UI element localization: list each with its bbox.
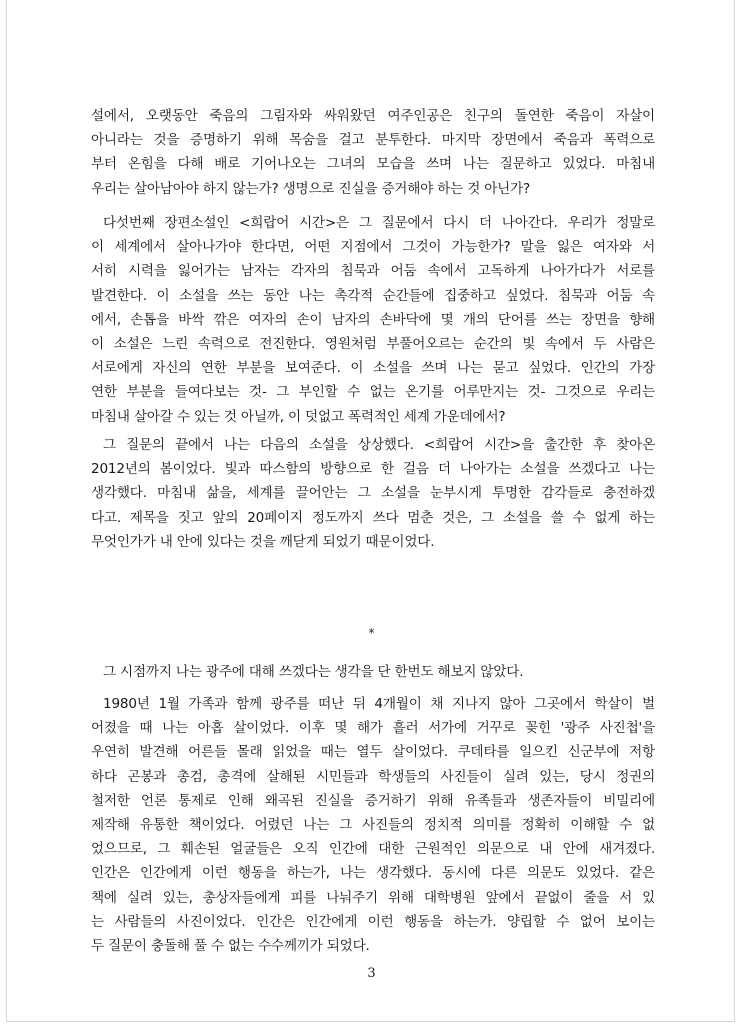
text-line: 어졌을 때 나는 아홉 살이었다. 이후 몇 해가 흘러 서가에 거꾸로 꽂힌 '광주 사진첩'을 xyxy=(91,720,655,737)
text-line: 하다 곤봉과 총검, 총격에 살해된 시민들과 학생들의 사진들이 실려 있는, 당시 정권의 xyxy=(91,768,655,785)
text-line: 다섯번째 장편소설인 <희랍어 시간>은 그 질문에서 다시 더 나아간다. 우리가 정말로 xyxy=(103,215,655,231)
paragraph-4 xyxy=(91,660,655,684)
text-line: 연한 부분을 들여다보는 것- 그 부인할 수 없는 온기를 어루만지는 것- 그것으로 우리는 xyxy=(91,384,655,401)
text-line: 설에서, 오랫동안 죽음의 그림자와 싸워왔던 여주인공은 친구의 돌연한 죽음이 자살이 xyxy=(91,108,655,124)
paragraph-2 xyxy=(91,211,655,429)
text-line: 그 시점까지 나는 광주에 대해 쓰겠다는 생각을 단 한번도 해보지 않았다. xyxy=(103,664,524,680)
text-line: 는 사람들의 사진이었다. 인간은 인간에게 이런 행동을 하는가. 양립할 수 없어 보이는 xyxy=(91,913,655,930)
text-line: 그 질문의 끝에서 나는 다음의 소설을 상상했다. <희랍어 시간>을 출간한 후 찾아온 xyxy=(103,437,655,453)
text-line: 생각했다. 마침내 삶을, 세계를 끌어안는 그 소설을 눈부시게 투명한 감각들로 충전하겠 xyxy=(91,485,655,502)
text-line: 제작해 유통한 책이었다. 어렸던 나는 그 사진들의 정치적 의미를 정확히 이해할 수 없 xyxy=(91,817,655,834)
text-line: 인간은 인간에게 이런 행동을 하는가, 나는 생각했다. 동시에 다른 의문도 있었다. 같은 xyxy=(91,865,655,882)
text-line: 책에 실려 있는, 총상자들에게 피를 나눠주기 위해 대학병원 앞에서 끝없이 줄을 서 있 xyxy=(91,889,655,906)
text-line: 마침내 살아갈 수 있는 것 아닐까, 이 덧없고 폭력적인 세계 가운데에서? xyxy=(91,408,506,425)
text-line: 다고. 제목을 짓고 앞의 20페이지 정도까지 쓰다 멈춘 것은, 그 소설을 쓸 수 없게 하는 xyxy=(91,509,655,526)
paragraph-1 xyxy=(91,104,655,201)
text-line: 1980년 1월 가족과 함께 광주를 떠난 뒤 4개월이 채 지나지 않아 그곳에서 학살이 벌 xyxy=(103,696,655,712)
text-line: 에서, 손톱을 바싹 깎은 여자의 손이 남자의 손바닥에 몇 개의 단어를 쓰는 장면을 향해 xyxy=(91,311,655,328)
text-line: 무엇인가가 내 안에 있다는 것을 깨닫게 되었기 때문이었다. xyxy=(91,533,435,550)
text-line: 철저한 언론 통제로 인해 왜곡된 진실을 증거하기 위해 유족들과 생존자들이 비밀리에 xyxy=(91,792,655,809)
text-line: 부터 온힘을 다해 배로 기어나오는 그녀의 모습을 쓰며 나는 질문하고 있었다. 마침내 xyxy=(91,156,655,173)
text-line: 아니라는 것을 증명하기 위해 목숨을 걸고 분투한다. 마지막 장면에서 죽음과 폭력으로 xyxy=(91,132,655,149)
text-line: 이 세계에서 살아나가야 한다면, 어떤 지점에서 그것이 가능한가? 말을 잃은 여자와 서 xyxy=(91,239,655,256)
text-line: 두 질문이 충돌해 풀 수 없는 수수께끼가 되었다. xyxy=(91,938,370,955)
text-line: 우연히 발견해 어른들 몰래 읽었을 때는 열두 살이었다. 쿠데타를 일으킨 신군부에 저항 xyxy=(91,744,655,761)
paragraph-5 xyxy=(91,692,655,958)
page-number: 3 xyxy=(367,966,376,981)
text-line: 서히 시력을 잃어가는 남자는 각자의 침묵과 어둠 속에서 고독하게 나아가다가 서로를 xyxy=(91,263,655,280)
text-line: 었으므로, 그 훼손된 얼굴들은 오직 인간에 대한 근원적인 의문으로 내 안에 새겨졌다. xyxy=(91,841,655,858)
text-line: 서로에게 자신의 연한 부분을 보여준다. 이 소설을 쓰며 나는 묻고 싶었다. 인간의 가장 xyxy=(91,360,655,377)
text-line: 우리는 살아남아야 하지 않는가? 생명으로 진실을 증거해야 하는 것 아닌가? xyxy=(91,180,531,197)
text-line: 이 소설은 느린 속력으로 전진한다. 영원처럼 부풀어오르는 순간의 빛 속에서 두 사람은 xyxy=(91,336,655,353)
text-line: 발견한다. 이 소설을 쓰는 동안 나는 촉각적 순간들에 집중하고 싶었다. 침묵과 어둠 속 xyxy=(91,287,655,304)
paragraph-3 xyxy=(91,433,655,554)
section-divider: * xyxy=(368,626,375,640)
text-line: 2012년의 봄이었다. 빛과 따스함의 방향으로 한 걸음 더 나아가는 소설을 쓰겠다고 나는 xyxy=(91,461,655,478)
